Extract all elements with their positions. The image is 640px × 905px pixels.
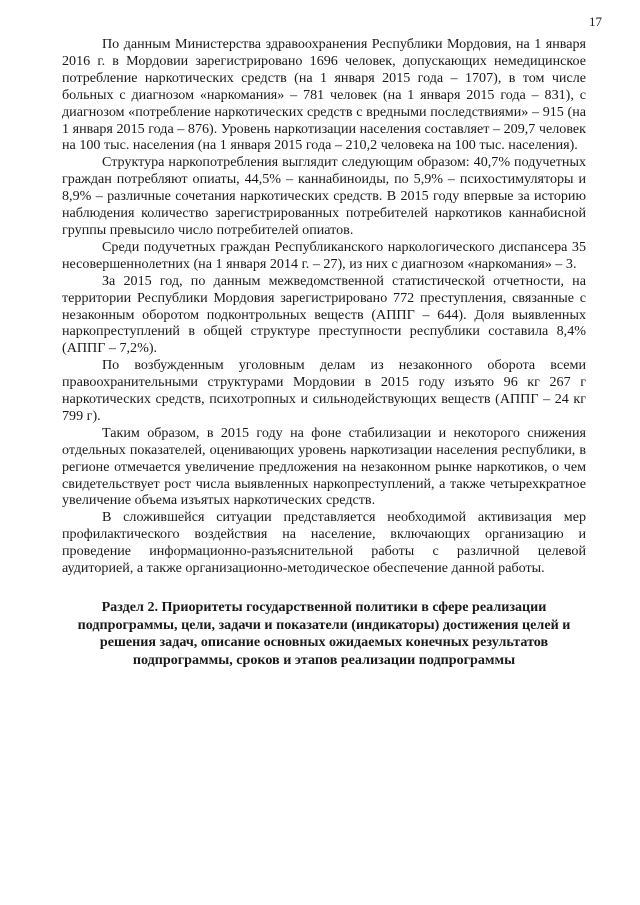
- paragraph-registered-users: По данным Министерства здравоохранения Республики Мордовия, на 1 января 2016 г. в Мордовии зарегистрировано 1696 человек, допускающих немедицинское потребление наркотических средств (на 1 января 2015 года – 1707), в том числе больных с диагнозом «наркомания» – 781 человек (на 1 января 2015 года – 831), с диагнозом «потребление наркотических средств с вредными последствиями» – 915 (на 1 января 2015 года – 876). Уровень наркотизации населения составляет – 209,7 человек на 100 тыс. населения (на 1 января 2015 года – 210,2 человека на 100 тыс. населения).: [62, 36, 586, 154]
- page-number: 17: [589, 14, 602, 29]
- paragraph-seizures: По возбужденным уголовным делам из незаконного оборота всеми правоохранительными структурами Мордовии в 2015 году изъято 96 кг 267 г наркотических средств, психотропных и сильнодействующих веществ (АППГ – 24 кг 799 г).: [62, 357, 586, 424]
- section-heading: Раздел 2. Приоритеты государственной политики в сфере реализации подпрограммы, цели, задачи и показатели (индикаторы) достижения целей и решения задач, описание основных ожидаемых конечных результатов подпрограммы, сроков и этапов реализации подпрограммы: [77, 599, 571, 668]
- paragraph-conclusion: Таким образом, в 2015 году на фоне стабилизации и некоторого снижения отдельных показателей, оценивающих уровень наркотизации населения республики, в регионе отмечается увеличение предложения на незаконном рынке наркотиков, о чем свидетельствует рост числа выявленных наркопреступлений, а также четырехкратное увеличение объема изъятых наркотических средств.: [62, 424, 586, 509]
- document-body: [62, 36, 586, 669]
- paragraph-prevention-measures: В сложившейся ситуации представляется необходимой активизация мер профилактического воздействия на население, включающих организацию и проведение информационно-разъяснительной работы с различной целевой аудиторией, а также организационно-методическое обеспечение данной работы.: [62, 509, 586, 577]
- paragraph-crime-statistics: За 2015 год, по данным межведомственной статистической отчетности, на территории Республики Мордовия зарегистрировано 772 преступления, связанные с незаконным оборотом подконтрольных веществ (АППГ – 644). Доля выявленных наркопреступлений в общей структуре преступности республики составила 8,4% (АППГ – 7,2%).: [62, 272, 586, 357]
- paragraph-minors: Среди подучетных граждан Республиканского наркологического диспансера 35 несовершеннолетних (на 1 января 2014 г. – 27), из них с диагнозом «наркомания» – 3.: [62, 238, 586, 272]
- paragraph-consumption-structure: Структура наркопотребления выглядит следующим образом: 40,7% подучетных граждан потребляют опиаты, 44,5% – каннабиноиды, по 5,9% – психостимуляторы и 8,9% – различные сочетания наркотических средств. В 2015 году впервые за историю наблюдения количество зарегистрированных потребителей наркотиков каннабисной группы превысило число потребителей опиатов.: [62, 154, 586, 238]
